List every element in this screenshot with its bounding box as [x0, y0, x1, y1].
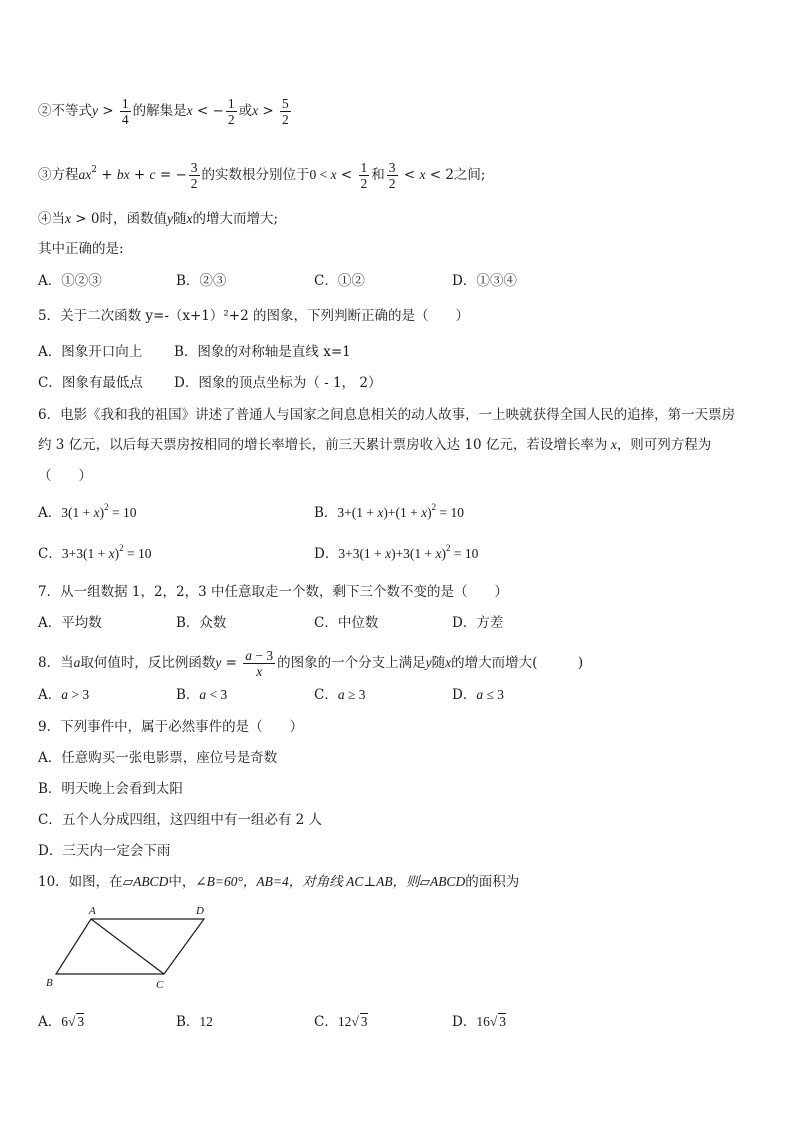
q10-option-a[interactable]: A．6√ 3 [38, 1014, 85, 1030]
q7-option-a[interactable]: A．平均数 [38, 615, 102, 631]
q9-option-a[interactable]: A．任意购买一张电影票，座位号是奇数 [38, 750, 278, 766]
q6-option-c[interactable]: C．$3+3(1 + x)^2 = 10$ [38, 543, 152, 562]
q8-option-b[interactable]: B．a < 3 [176, 687, 228, 703]
q7-option-d[interactable]: D．方差 [452, 615, 504, 631]
diagonal-ac [91, 919, 164, 974]
q9-option-b[interactable]: B．明天晚上会看到太阳 [38, 781, 183, 797]
q6-option-a[interactable]: A．$3(1 + x)^2 = 10$ [38, 502, 137, 521]
q9-option-c[interactable]: C．五个人分成四组，这四组中有一组必有 2 人 [38, 812, 323, 828]
q4-option-a[interactable]: A．①②③ [38, 273, 102, 289]
q4-option-c[interactable]: C．①② [314, 273, 365, 289]
q5-stem: 5．关于二次函数 y=-（x+1）²+2 的图象，下列判断正确的是（ ） [38, 308, 469, 324]
q8-option-a[interactable]: A．a > 3 [38, 687, 90, 703]
q6-stem-line2: 约 3 亿元，以后每天票房按相同的增长率增长，前三天累计票房收入达 10 亿元，若设增长率为 x，则可列方程为 [38, 437, 712, 453]
q4-intro: 其中正确的是: [38, 241, 124, 257]
q10-option-b[interactable]: B．12 [176, 1014, 213, 1030]
q5-option-d[interactable]: D．图象的顶点坐标为（ - 1， 2） [174, 375, 382, 391]
q5-option-a[interactable]: A．图象开口向上 [38, 344, 143, 360]
statement-2: ②不等式y > $\frac{1}{4}$ 的解集是x < − $\frac{1}{2}$ 或x > $\frac{5}{2}$ [38, 96, 289, 127]
q7-option-c[interactable]: C．中位数 [314, 615, 379, 631]
q9-option-d[interactable]: D．三天内一定会下雨 [38, 843, 171, 859]
q5-option-b[interactable]: B．图象的对称轴是直线 x=1 [174, 344, 351, 360]
q4-option-b[interactable]: B．②③ [176, 273, 227, 289]
q8-option-d[interactable]: D．a ≤ 3 [452, 687, 504, 703]
q5-option-c[interactable]: C．图象有最低点 [38, 375, 143, 391]
label-b: B [46, 977, 53, 989]
q7-stem: 7．从一组数据 1，2，2，3 中任意取走一个数，剩下三个数不变的是（ ） [38, 584, 509, 600]
q6-stem-line3: （ ） [38, 468, 92, 484]
statement-3: ③方程$ax^2$ + bx + c = − $\frac{3}{2}$ 的实数根分别位于0 < x < $\frac{1}{2}$ 和 $\frac{3}{2}$ < x < 2之间; [38, 160, 486, 191]
q10-option-c[interactable]: C．12√ 3 [314, 1014, 368, 1030]
label-d: D [196, 905, 204, 917]
q8-option-c[interactable]: C．a ≥ 3 [314, 687, 366, 703]
label-a: A [89, 905, 96, 917]
q8-stem: 8．当a取何值时，反比例函数y = $\frac{a - 3}{x}$ 的图象的一个分支上满足y随x的增大而增大( ) [38, 648, 584, 679]
q6-option-b[interactable]: B．$3+(1 + x)+(1 + x)^2 = 10$ [314, 502, 464, 521]
parallelogram-figure [44, 902, 219, 992]
q7-option-b[interactable]: B．众数 [176, 615, 227, 631]
q4-option-d[interactable]: D．①③④ [452, 273, 517, 289]
q10-option-d[interactable]: D．16√ 3 [452, 1014, 506, 1030]
q9-stem: 9．下列事件中，属于必然事件的是（ ） [38, 719, 304, 735]
q10-stem: 10．如图，在▱ABCD中，∠B=60°，AB=4，对角线 AC⊥AB，则▱ABCD的面积为 [38, 874, 520, 890]
q6-option-d[interactable]: D．$3+3(1 + x)+3(1 + x)^2 = 10$ [314, 543, 479, 562]
label-c: C [156, 979, 164, 991]
parallelogram-abcd [56, 919, 204, 974]
q6-stem-line1: 6．电影《我和我的祖国》讲述了普通人与国家之间息息相关的动人故事，一上映就获得全国人民的追捧，第一天票房 [38, 407, 736, 423]
statement-4: ④当x > 0时，函数值y随x的增大而增大; [38, 211, 279, 227]
